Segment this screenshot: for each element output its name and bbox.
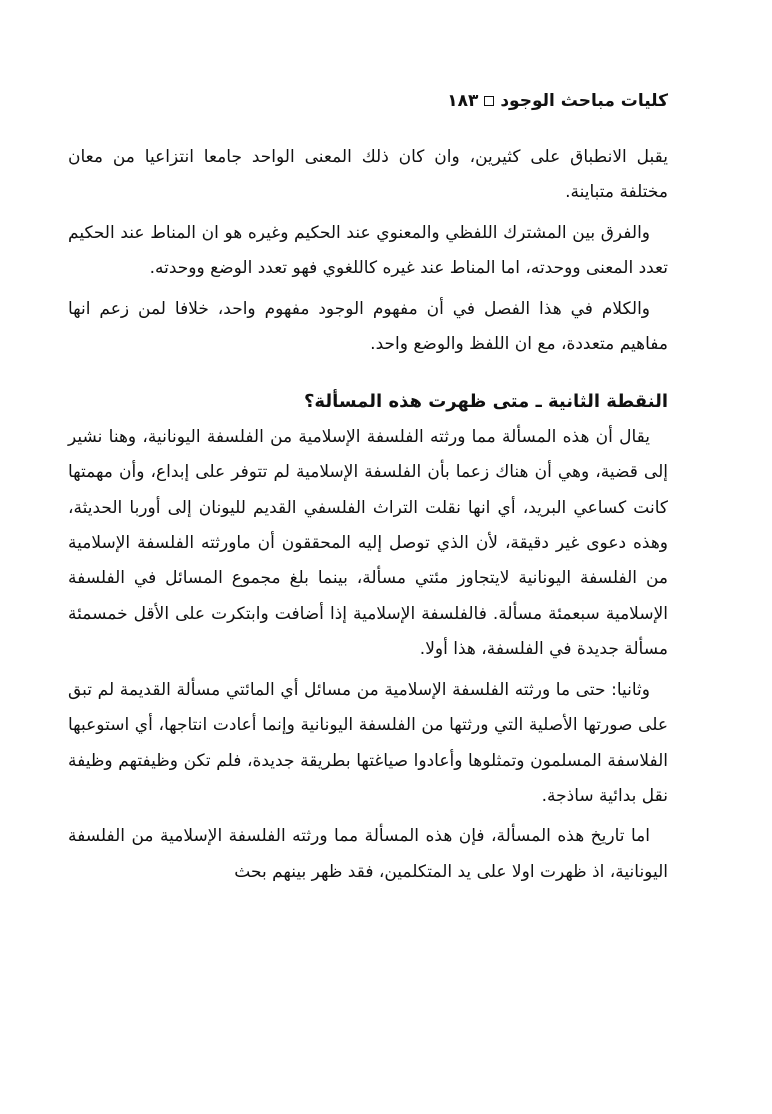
- paragraph: اما تاريخ هذه المسألة، فإن هذه المسألة مما ورثته الفلسفة الإسلامية من الفلسفة اليونانية، اذ ظهرت اولا على يد المتكلمين، فقد ظهر بينهم بحث: [68, 826, 668, 882]
- paragraph: والفرق بين المشترك اللفظي والمعنوي عند الحكيم وغيره هو ان المناط عند الحكيم تعدد المعنى ووحدته، اما المناط عند غيره كاللغوي فهو تعدد الوضع ووحدته.: [68, 222, 668, 279]
- square-separator-icon: [484, 96, 494, 106]
- page-number: ١٨٣: [447, 91, 479, 111]
- section-heading: النقطة الثانية ـ متى ظهرت هذه المسألة؟: [303, 391, 668, 413]
- paragraph: يقبل الانطباق على كثيرين، وان كان ذلك المعنى الواحد جامعا انتزاعيا من معان مختلفة متباينة.: [68, 147, 668, 203]
- paragraph: والكلام في هذا الفصل في أن مفهوم الوجود مفهوم واحد، خلافا لمن زعم انها مفاهيم متعددة، مع ان اللفظ والوضع واحد.: [68, 298, 668, 355]
- paragraph: يقال أن هذه المسألة مما ورثته الفلسفة الإسلامية من الفلسفة اليونانية، وهنا نشير إلى قضية، وهي أن هناك زعما بأن الفلسفة الإسلامية لم تتوفر على إبداع، وأن مهمتها كانت كساعي البريد، أي انها نقلت التراث الفلسفي القديم لليونان إلى أوربا الحديثة، وهذه دعوى غير دقيقة، لأن الذي توصل إليه المحققون أن ماورثته الفلسفة الإسلامية من الفلسفة اليونانية لايتجاوز مئتي مسألة، بينما بلغ مجموع المسائل في الفلسفة الإسلامية سبعمئة مسألة. فالفلسفة الإسلامية إذا أضافت وابتكرت على الأقل خمسمئة مسألة جديدة في الفلسفة، هذا أولا.: [68, 426, 668, 660]
- running-header: [428, 88, 668, 114]
- page-body: [68, 140, 668, 890]
- paragraph: وثانيا: حتى ما ورثته الفلسفة الإسلامية من مسائل أي المائتي مسألة القديمة لم تبق على صورتها الأصلية التي ورثتها من الفلسفة اليونانية وإنما أعادت انتاجها، أي استوعبها الفلاسفة المسلمون وتمثلوها وأعادوا صياغتها بطريقة جديدة، فلم تكن وظيفتهم وظيفة نقل بدائية ساذجة.: [68, 679, 668, 806]
- header-book-title: كليات مباحث الوجود: [500, 91, 668, 111]
